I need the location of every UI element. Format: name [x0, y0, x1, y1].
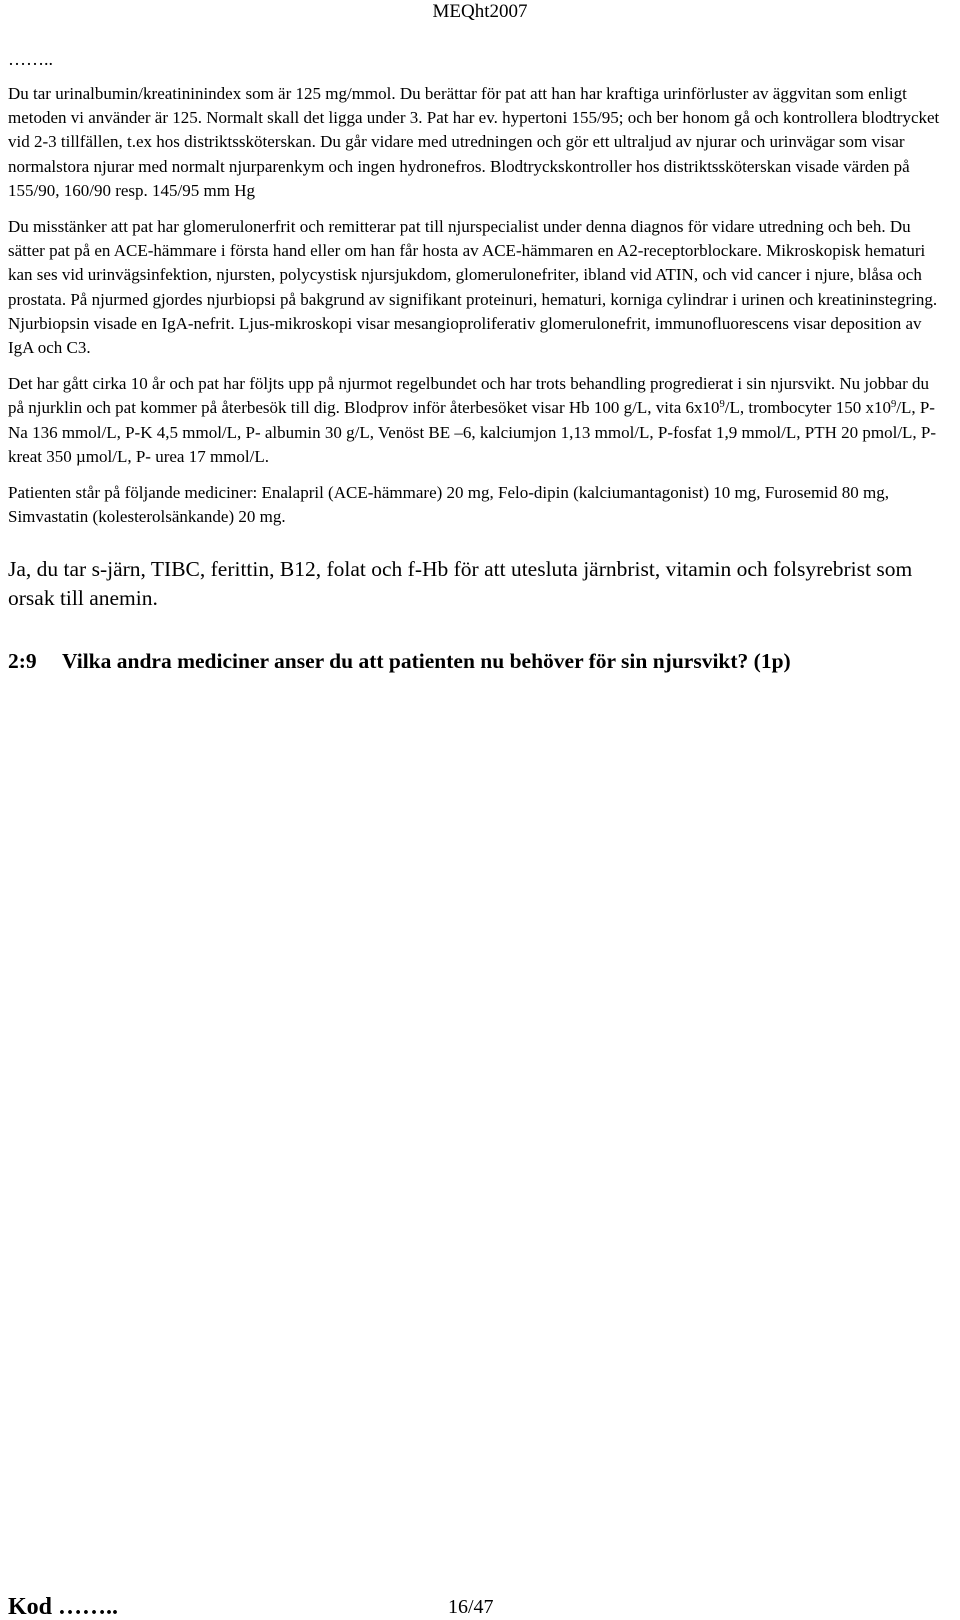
- paragraph-diagnosis: Du misstänker att pat har glomerulonerfrit och remitterar pat till njurspecialist under denna diagnos för vidare utredning och beh. Du sätter pat på en ACE-hämmare i första hand eller om han får hosta av ACE-hämmaren en A2-receptorblockare. Mikroskopisk hematuri kan ses vid urinvägsinfektion, njursten, polycystisk njursjukdom, glomerulonefriter, ibland vid ATIN, och vid cancer i njure, blåsa och prostata. På njurmed gjordes njurbiopsi på bakgrund av signifikant proteinuri, hematuri, korniga cylindrar i urinen och kreatininstegring. Njurbiopsin visade en IgA-nefrit. Ljus-mikroskopi visar mesangioproliferativ glomerulonefrit, immunofluorescens visar deposition av IgA och C3.: [8, 217, 938, 358]
- answer-text: Ja, du tar s-järn, TIBC, ferittin, B12, folat och f-Hb för att utesluta järnbrist, vitamin och folsyrebrist som orsak till anemin.: [8, 557, 913, 611]
- superscript: 9: [719, 399, 725, 411]
- paragraph-urinalysis: Du tar urinalbumin/kreatininindex som är 125 mg/mmol. Du berättar för pat att han har kraftiga urinförluster av äggvitan som enligt metoden vi använder är 125. Normalt skall det ligga under 3. Pat har ev. hypertoni 155/95; och ber honom gå och kontrollera blodtrycket vid 2-3 tillfällen, t.ex hos distriktssköterskan. Du går vidare med utredningen och gör ett ultraljud av njurar och urinvägar som visar normalstora njurar med normalt njurparenkym och ingen hydronefros. Blodtryckskontroller hos distriktssköterskan visade värden på 155/90, 160/90 resp. 145/95 mm Hg: [8, 84, 940, 200]
- kod-label: Kod ……..: [8, 1594, 119, 1620]
- page-footer: [8, 1594, 948, 1620]
- paragraph-medications: Patienten står på följande mediciner: Enalapril (ACE-hämmare) 20 mg, Felo-dipin (kalciumantagonist) 10 mg, Furosemid 80 mg, Simvastatin (kolesterolsänkande) 20 mg.: [8, 483, 889, 527]
- lead-dots: ……..: [8, 49, 53, 69]
- superscript: 9: [890, 399, 897, 411]
- question-text: Vilka andra mediciner anser du att patienten nu behöver för sin njursvikt? (1p): [62, 649, 791, 674]
- page-number: 16/47: [448, 1596, 494, 1618]
- document-body: [8, 48, 948, 675]
- question-heading: [8, 647, 948, 675]
- question-number: 2:9: [8, 649, 37, 674]
- page-header: MEQht2007: [432, 1, 528, 22]
- paragraph-lab-results: Det har gått cirka 10 år och pat har följts upp på njurmot regelbundet och har trots behandling progredierat i sin njursvikt. Nu jobbar du på njurklin och pat kommer på återbesök till dig. Blodprov inför återbesöket visar Hb 100 g/L, vita $6x10^9/L$, trombocyter 150 $x10^9/L$, P-Na 136 mmol/L, P-K 4,5 mmol/L, P- albumin 30 g/L, Venöst BE –6, kalciumjon 1,13 mmol/L, P-fosfat 1,9 mmol/L, PTH 20 pmol/L, P-kreat 350 µmol/L, P- urea 17 mmol/L.: [8, 374, 937, 466]
